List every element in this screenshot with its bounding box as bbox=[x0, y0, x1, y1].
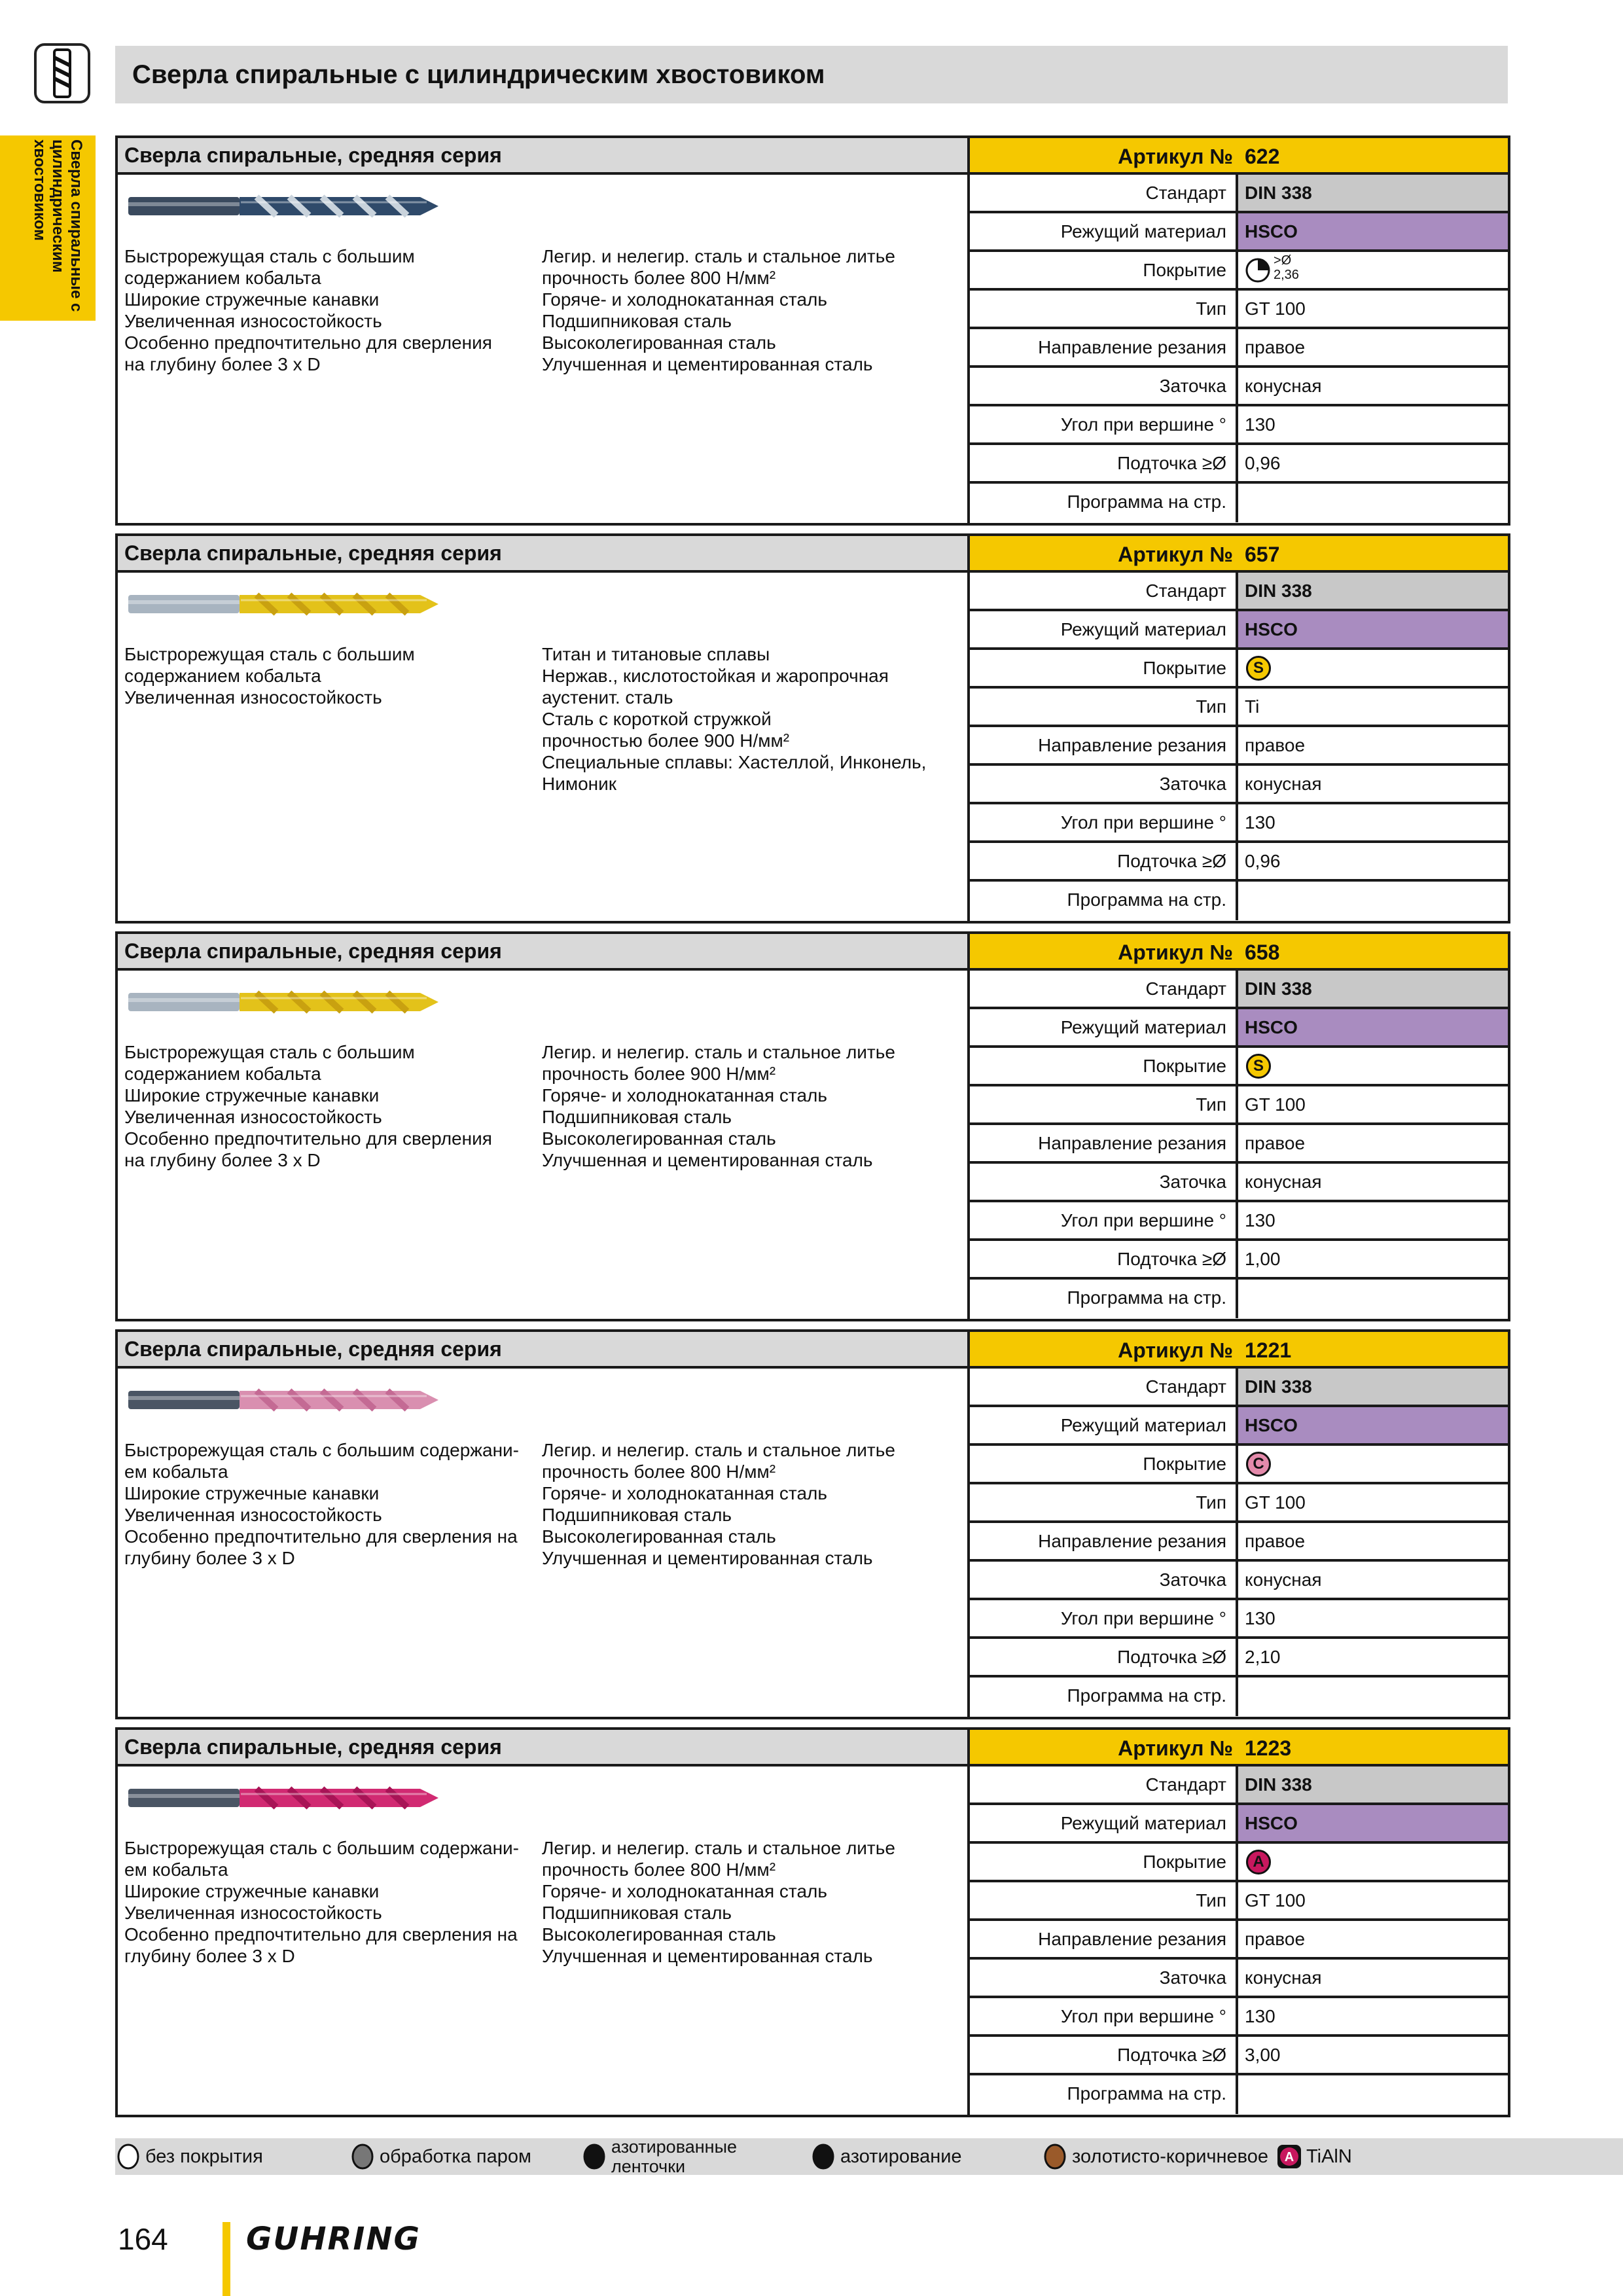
spec-label-sharpen: Подточка ≥Ø bbox=[970, 445, 1238, 481]
coating-legend bbox=[115, 2138, 1623, 2175]
spec-value-standard: DIN 338 bbox=[1238, 573, 1508, 609]
material-line: Улучшенная и цементированная сталь bbox=[542, 1946, 873, 1966]
spec-label-coating: Покрытие bbox=[970, 252, 1238, 288]
spec-label-angle: Угол при вершине ° bbox=[970, 1600, 1238, 1636]
block-heading: Сверла спиральные, средняя серия bbox=[118, 1332, 970, 1369]
spec-label-angle: Угол при вершине ° bbox=[970, 1202, 1238, 1238]
material-line: прочностью более 900 Н/мм² bbox=[542, 730, 790, 751]
legend-item bbox=[1042, 2138, 1268, 2175]
spec-row-type bbox=[970, 291, 1508, 329]
spec-row-point bbox=[970, 1164, 1508, 1202]
spec-row-program bbox=[970, 1677, 1508, 1716]
spec-label-angle: Угол при вершине ° bbox=[970, 804, 1238, 840]
spec-label-direction: Направление резания bbox=[970, 329, 1238, 365]
spec-value-sharpen: 0,96 bbox=[1245, 851, 1281, 871]
feature-line: Широкие стружечные канавки bbox=[124, 289, 380, 310]
features-list bbox=[124, 1837, 537, 1967]
feature-line: Особенно предпочтительно для сверления bbox=[124, 1128, 492, 1149]
spec-label-coating: Покрытие bbox=[970, 650, 1238, 686]
nitrided-icon bbox=[810, 2144, 836, 2170]
material-line: Горяче- и холоднокатанная сталь bbox=[542, 289, 827, 310]
spec-label-material: Режущий материал bbox=[970, 611, 1238, 647]
spec-row-coating bbox=[970, 1844, 1508, 1882]
spec-row-type bbox=[970, 1086, 1508, 1125]
spec-value-program bbox=[1238, 882, 1508, 920]
spec-row-angle bbox=[970, 804, 1508, 843]
product-block bbox=[115, 533, 1510, 924]
spec-row-coating bbox=[970, 1048, 1508, 1086]
coating-icon: S bbox=[1246, 1054, 1271, 1079]
legend-item bbox=[1276, 2138, 1352, 2175]
spec-value-angle: 130 bbox=[1245, 812, 1275, 833]
legend-label: азотированные ленточки bbox=[611, 2137, 737, 2176]
spec-value-type: GT 100 bbox=[1245, 1890, 1306, 1910]
material-line: Горяче- и холоднокатанная сталь bbox=[542, 1085, 827, 1105]
spec-value-material: HSCO bbox=[1238, 1009, 1508, 1045]
spec-value-material: HSCO bbox=[1238, 611, 1508, 647]
feature-line: Увеличенная износостойкость bbox=[124, 1505, 382, 1525]
spec-value-point: конусная bbox=[1245, 1967, 1322, 1988]
spec-row-sharpen bbox=[970, 445, 1508, 484]
legend-label: золотисто-коричневое bbox=[1072, 2145, 1268, 2167]
nitrided-land-icon bbox=[581, 2144, 607, 2170]
spec-table bbox=[970, 573, 1508, 921]
article-label: Артикул № bbox=[1118, 543, 1233, 566]
spec-value-angle: 130 bbox=[1245, 2006, 1275, 2026]
feature-line: содержанием кобальта bbox=[124, 268, 321, 288]
material-line: Нержав., кислотостойкая и жаропрочная bbox=[542, 666, 889, 686]
spec-label-point: Заточка bbox=[970, 1164, 1238, 1200]
feature-line: Быстрорежущая сталь с большим bbox=[124, 1042, 415, 1062]
footer-bar bbox=[223, 2222, 230, 2296]
spec-row-type bbox=[970, 1882, 1508, 1921]
spec-label-direction: Направление резания bbox=[970, 1125, 1238, 1161]
article-label: Артикул № bbox=[1118, 1338, 1233, 1362]
spec-value-sharpen: 2,10 bbox=[1245, 1647, 1281, 1667]
feature-line: Широкие стружечные канавки bbox=[124, 1085, 380, 1105]
spec-label-angle: Угол при вершине ° bbox=[970, 406, 1238, 442]
spec-label-standard: Стандарт bbox=[970, 1767, 1238, 1803]
section-tab-label: Сверла спиральные с цилиндрическим хвостовиком bbox=[31, 139, 85, 312]
material-line: Улучшенная и цементированная сталь bbox=[542, 1150, 873, 1170]
spec-value-direction: правое bbox=[1245, 337, 1306, 357]
spec-value-program bbox=[1238, 484, 1508, 522]
spec-label-type: Тип bbox=[970, 689, 1238, 725]
spec-row-program bbox=[970, 2075, 1508, 2114]
feature-line: Быстрорежущая сталь с большим содержани- bbox=[124, 1440, 519, 1460]
spec-row-coating bbox=[970, 650, 1508, 689]
spec-value-sharpen: 0,96 bbox=[1245, 453, 1281, 473]
spec-label-standard: Стандарт bbox=[970, 175, 1238, 211]
spec-row-program bbox=[970, 1280, 1508, 1318]
spec-label-direction: Направление резания bbox=[970, 727, 1238, 763]
product-block bbox=[115, 135, 1510, 526]
material-line: Подшипниковая сталь bbox=[542, 1107, 732, 1127]
feature-line: глубину более 3 x D bbox=[124, 1946, 295, 1966]
spec-row-direction bbox=[970, 329, 1508, 368]
spec-label-standard: Стандарт bbox=[970, 1369, 1238, 1405]
material-line: Улучшенная и цементированная сталь bbox=[542, 1548, 873, 1568]
spec-label-type: Тип bbox=[970, 1484, 1238, 1520]
material-line: Титан и титановые сплавы bbox=[542, 644, 770, 664]
product-block bbox=[115, 1727, 1510, 2117]
features-list bbox=[124, 245, 537, 375]
spec-value-point: конусная bbox=[1245, 774, 1322, 794]
spec-row-coating bbox=[970, 252, 1508, 291]
spec-row-point bbox=[970, 766, 1508, 804]
spec-value-direction: правое bbox=[1245, 1133, 1306, 1153]
coating-icon: A bbox=[1246, 1850, 1271, 1874]
spec-row-direction bbox=[970, 1523, 1508, 1562]
steam-treated-icon bbox=[349, 2144, 376, 2170]
spec-label-point: Заточка bbox=[970, 368, 1238, 404]
spec-row-material bbox=[970, 1805, 1508, 1844]
feature-line: Увеличенная износостойкость bbox=[124, 311, 382, 331]
spec-row-standard bbox=[970, 1767, 1508, 1805]
product-block bbox=[115, 931, 1510, 1321]
block-heading: Сверла спиральные, средняя серия bbox=[118, 138, 970, 175]
legend-label: TiAlN bbox=[1306, 2145, 1352, 2167]
spec-label-coating: Покрытие bbox=[970, 1844, 1238, 1880]
spec-label-point: Заточка bbox=[970, 766, 1238, 802]
drill-image bbox=[126, 584, 440, 624]
spec-label-program: Программа на стр. bbox=[970, 1280, 1238, 1318]
spec-row-sharpen bbox=[970, 1241, 1508, 1280]
spec-value-material: HSCO bbox=[1238, 1407, 1508, 1443]
page-number: 164 bbox=[118, 2222, 168, 2256]
legend-item bbox=[581, 2138, 737, 2175]
materials-list bbox=[542, 643, 961, 795]
gold-brown-icon bbox=[1042, 2144, 1068, 2170]
spec-row-sharpen bbox=[970, 2037, 1508, 2075]
material-line: аустенит. сталь bbox=[542, 687, 673, 708]
spec-value-direction: правое bbox=[1245, 1929, 1306, 1949]
spec-row-direction bbox=[970, 1921, 1508, 1960]
spec-row-type bbox=[970, 1484, 1508, 1523]
page-title: Сверла спиральные с цилиндрическим хвостовиком bbox=[132, 60, 825, 89]
uncoated-icon bbox=[115, 2144, 141, 2170]
spec-row-sharpen bbox=[970, 1639, 1508, 1677]
coating-icon: C bbox=[1246, 1452, 1271, 1477]
spec-value-direction: правое bbox=[1245, 1531, 1306, 1551]
spec-value-point: конусная bbox=[1245, 376, 1322, 396]
spec-row-angle bbox=[970, 1202, 1508, 1241]
block-description bbox=[118, 175, 970, 523]
spec-value-angle: 130 bbox=[1245, 414, 1275, 435]
spec-row-direction bbox=[970, 727, 1508, 766]
spec-row-angle bbox=[970, 1600, 1508, 1639]
spec-value-angle: 130 bbox=[1245, 1608, 1275, 1628]
feature-line: ем кобальта bbox=[124, 1462, 228, 1482]
spec-label-sharpen: Подточка ≥Ø bbox=[970, 1639, 1238, 1675]
legend-label: обработка паром bbox=[380, 2145, 531, 2167]
block-heading: Сверла спиральные, средняя серия bbox=[118, 1730, 970, 1767]
spec-value-sharpen: 1,00 bbox=[1245, 1249, 1281, 1269]
article-label: Артикул № bbox=[1118, 941, 1233, 964]
spec-label-type: Тип bbox=[970, 291, 1238, 327]
spec-label-coating: Покрытие bbox=[970, 1048, 1238, 1084]
article-label: Артикул № bbox=[1118, 145, 1233, 168]
block-description bbox=[118, 1369, 970, 1717]
article-header bbox=[970, 934, 1508, 971]
spec-row-point bbox=[970, 1960, 1508, 1998]
spec-row-sharpen bbox=[970, 843, 1508, 882]
features-list bbox=[124, 1041, 537, 1171]
spec-label-type: Тип bbox=[970, 1086, 1238, 1122]
brand-logo: GUHRING bbox=[246, 2221, 421, 2257]
spec-row-material bbox=[970, 213, 1508, 252]
feature-line: Увеличенная износостойкость bbox=[124, 1903, 382, 1923]
materials-list bbox=[542, 1041, 961, 1171]
legend-label: без покрытия bbox=[145, 2145, 263, 2167]
article-header bbox=[970, 536, 1508, 573]
material-line: Высоколегированная сталь bbox=[542, 1924, 776, 1945]
feature-line: Увеличенная износостойкость bbox=[124, 687, 382, 708]
spec-value-type: GT 100 bbox=[1245, 1094, 1306, 1115]
spec-label-coating: Покрытие bbox=[970, 1446, 1238, 1482]
spec-label-direction: Направление резания bbox=[970, 1523, 1238, 1559]
spec-label-sharpen: Подточка ≥Ø bbox=[970, 1241, 1238, 1277]
feature-line: Особенно предпочтительно для сверления на bbox=[124, 1924, 518, 1945]
material-line: Высоколегированная сталь bbox=[542, 1128, 776, 1149]
spec-value-sharpen: 3,00 bbox=[1245, 2045, 1281, 2065]
spec-table bbox=[970, 971, 1508, 1319]
spec-row-type bbox=[970, 689, 1508, 727]
material-line: прочность более 800 Н/мм² bbox=[542, 1859, 776, 1880]
block-heading: Сверла спиральные, средняя серия bbox=[118, 536, 970, 573]
drill-image bbox=[126, 1778, 440, 1818]
svg-text:A: A bbox=[1284, 2150, 1294, 2164]
feature-line: на глубину более 3 x D bbox=[124, 354, 321, 374]
material-line: прочность более 800 Н/мм² bbox=[542, 1462, 776, 1482]
material-line: Улучшенная и цементированная сталь bbox=[542, 354, 873, 374]
spec-label-standard: Стандарт bbox=[970, 971, 1238, 1007]
spec-value-program bbox=[1238, 2075, 1508, 2114]
spec-label-program: Программа на стр. bbox=[970, 882, 1238, 920]
feature-line: Увеличенная износостойкость bbox=[124, 1107, 382, 1127]
material-line: прочность более 800 Н/мм² bbox=[542, 268, 776, 288]
spec-value-angle: 130 bbox=[1245, 1210, 1275, 1230]
spec-value-standard: DIN 338 bbox=[1238, 971, 1508, 1007]
block-description bbox=[118, 573, 970, 921]
article-header bbox=[970, 1730, 1508, 1767]
material-line: Горяче- и холоднокатанная сталь bbox=[542, 1881, 827, 1901]
article-number[interactable]: 1221 bbox=[1245, 1338, 1292, 1362]
drill-image bbox=[126, 982, 440, 1022]
spec-label-program: Программа на стр. bbox=[970, 2075, 1238, 2114]
feature-line: глубину более 3 x D bbox=[124, 1548, 295, 1568]
coating-icon: S bbox=[1246, 656, 1271, 681]
material-line: Горяче- и холоднокатанная сталь bbox=[542, 1483, 827, 1503]
spec-label-material: Режущий материал bbox=[970, 1009, 1238, 1045]
spec-label-sharpen: Подточка ≥Ø bbox=[970, 2037, 1238, 2073]
drill-image bbox=[126, 187, 440, 226]
material-line: Сталь с короткой стружкой bbox=[542, 709, 772, 729]
materials-list bbox=[542, 245, 961, 375]
feature-line: Быстрорежущая сталь с большим bbox=[124, 644, 415, 664]
spec-row-material bbox=[970, 1009, 1508, 1048]
feature-line: Широкие стружечные канавки bbox=[124, 1881, 380, 1901]
material-line: Подшипниковая сталь bbox=[542, 1505, 732, 1525]
drill-icon bbox=[34, 43, 90, 103]
article-number[interactable]: 622 bbox=[1245, 145, 1280, 168]
spec-row-program bbox=[970, 484, 1508, 522]
spec-row-direction bbox=[970, 1125, 1508, 1164]
spec-row-point bbox=[970, 1562, 1508, 1600]
material-line: Нимоник bbox=[542, 774, 617, 794]
article-header bbox=[970, 138, 1508, 175]
feature-line: Особенно предпочтительно для сверления bbox=[124, 332, 492, 353]
material-line: Подшипниковая сталь bbox=[542, 1903, 732, 1923]
spec-label-material: Режущий материал bbox=[970, 1407, 1238, 1443]
feature-line: Широкие стружечные канавки bbox=[124, 1483, 380, 1503]
spec-row-standard bbox=[970, 573, 1508, 611]
spec-label-point: Заточка bbox=[970, 1562, 1238, 1598]
spec-label-standard: Стандарт bbox=[970, 573, 1238, 609]
spec-row-coating bbox=[970, 1446, 1508, 1484]
drill-image bbox=[126, 1380, 440, 1420]
feature-line: содержанием кобальта bbox=[124, 1064, 321, 1084]
spec-row-angle bbox=[970, 1998, 1508, 2037]
spec-value-material: HSCO bbox=[1238, 1805, 1508, 1841]
feature-line: на глубину более 3 x D bbox=[124, 1150, 321, 1170]
materials-list bbox=[542, 1837, 961, 1967]
spec-row-standard bbox=[970, 1369, 1508, 1407]
legend-item bbox=[349, 2138, 531, 2175]
spec-row-material bbox=[970, 1407, 1508, 1446]
section-tab[interactable] bbox=[0, 135, 96, 321]
feature-line: Быстрорежущая сталь с большим содержани- bbox=[124, 1838, 519, 1858]
tialn-icon bbox=[1276, 2144, 1302, 2170]
spec-table bbox=[970, 1767, 1508, 2115]
bright-finish-icon bbox=[1245, 257, 1271, 283]
block-description bbox=[118, 1767, 970, 2115]
article-header bbox=[970, 1332, 1508, 1369]
feature-line: ем кобальта bbox=[124, 1859, 228, 1880]
spec-row-standard bbox=[970, 971, 1508, 1009]
spec-value-program bbox=[1238, 1677, 1508, 1716]
material-line: прочность более 900 Н/мм² bbox=[542, 1064, 776, 1084]
features-list bbox=[124, 1439, 537, 1569]
spec-label-angle: Угол при вершине ° bbox=[970, 1998, 1238, 2034]
spec-label-type: Тип bbox=[970, 1882, 1238, 1918]
article-number[interactable]: 1223 bbox=[1245, 1736, 1292, 1760]
spec-label-sharpen: Подточка ≥Ø bbox=[970, 843, 1238, 879]
spec-value-direction: правое bbox=[1245, 735, 1306, 755]
spec-value-standard: DIN 338 bbox=[1238, 1767, 1508, 1803]
product-block bbox=[115, 1329, 1510, 1719]
coating-note-bottom: 2,36 bbox=[1274, 268, 1299, 282]
feature-line: содержанием кобальта bbox=[124, 666, 321, 686]
block-description bbox=[118, 971, 970, 1319]
article-label: Артикул № bbox=[1118, 1736, 1233, 1760]
feature-line: Быстрорежущая сталь с большим bbox=[124, 246, 415, 266]
spec-value-point: конусная bbox=[1245, 1570, 1322, 1590]
spec-value-material: HSCO bbox=[1238, 213, 1508, 249]
material-line: Легир. и нелегир. сталь и стальное литье bbox=[542, 246, 895, 266]
article-number[interactable]: 658 bbox=[1245, 941, 1280, 964]
spec-row-standard bbox=[970, 175, 1508, 213]
block-heading: Сверла спиральные, средняя серия bbox=[118, 934, 970, 971]
spec-label-program: Программа на стр. bbox=[970, 1677, 1238, 1716]
page-title-bar bbox=[115, 46, 1508, 103]
spec-label-material: Режущий материал bbox=[970, 213, 1238, 249]
material-line: Высоколегированная сталь bbox=[542, 1526, 776, 1547]
spec-value-point: конусная bbox=[1245, 1172, 1322, 1192]
spec-row-program bbox=[970, 882, 1508, 920]
article-number[interactable]: 657 bbox=[1245, 543, 1280, 566]
material-line: Высоколегированная сталь bbox=[542, 332, 776, 353]
spec-row-point bbox=[970, 368, 1508, 406]
coating-note-top: >Ø bbox=[1274, 253, 1292, 268]
spec-label-point: Заточка bbox=[970, 1960, 1238, 1996]
material-line: Подшипниковая сталь bbox=[542, 311, 732, 331]
material-line: Легир. и нелегир. сталь и стальное литье bbox=[542, 1440, 895, 1460]
spec-label-direction: Направление резания bbox=[970, 1921, 1238, 1957]
legend-item bbox=[115, 2138, 263, 2175]
material-line: Легир. и нелегир. сталь и стальное литье bbox=[542, 1838, 895, 1858]
spec-label-program: Программа на стр. bbox=[970, 484, 1238, 522]
legend-label: азотирование bbox=[840, 2145, 962, 2167]
feature-line: Особенно предпочтительно для сверления на bbox=[124, 1526, 518, 1547]
material-line: Специальные сплавы: Хастеллой, Инконель, bbox=[542, 752, 927, 772]
spec-row-angle bbox=[970, 406, 1508, 445]
spec-value-standard: DIN 338 bbox=[1238, 1369, 1508, 1405]
spec-value-type: GT 100 bbox=[1245, 298, 1306, 319]
materials-list bbox=[542, 1439, 961, 1569]
spec-table bbox=[970, 1369, 1508, 1717]
legend-item bbox=[810, 2138, 962, 2175]
spec-row-material bbox=[970, 611, 1508, 650]
spec-value-type: Ti bbox=[1245, 696, 1260, 717]
spec-table bbox=[970, 175, 1508, 523]
spec-label-material: Режущий материал bbox=[970, 1805, 1238, 1841]
spec-value-program bbox=[1238, 1280, 1508, 1318]
material-line: Легир. и нелегир. сталь и стальное литье bbox=[542, 1042, 895, 1062]
spec-value-standard: DIN 338 bbox=[1238, 175, 1508, 211]
spec-value-type: GT 100 bbox=[1245, 1492, 1306, 1513]
features-list bbox=[124, 643, 537, 708]
